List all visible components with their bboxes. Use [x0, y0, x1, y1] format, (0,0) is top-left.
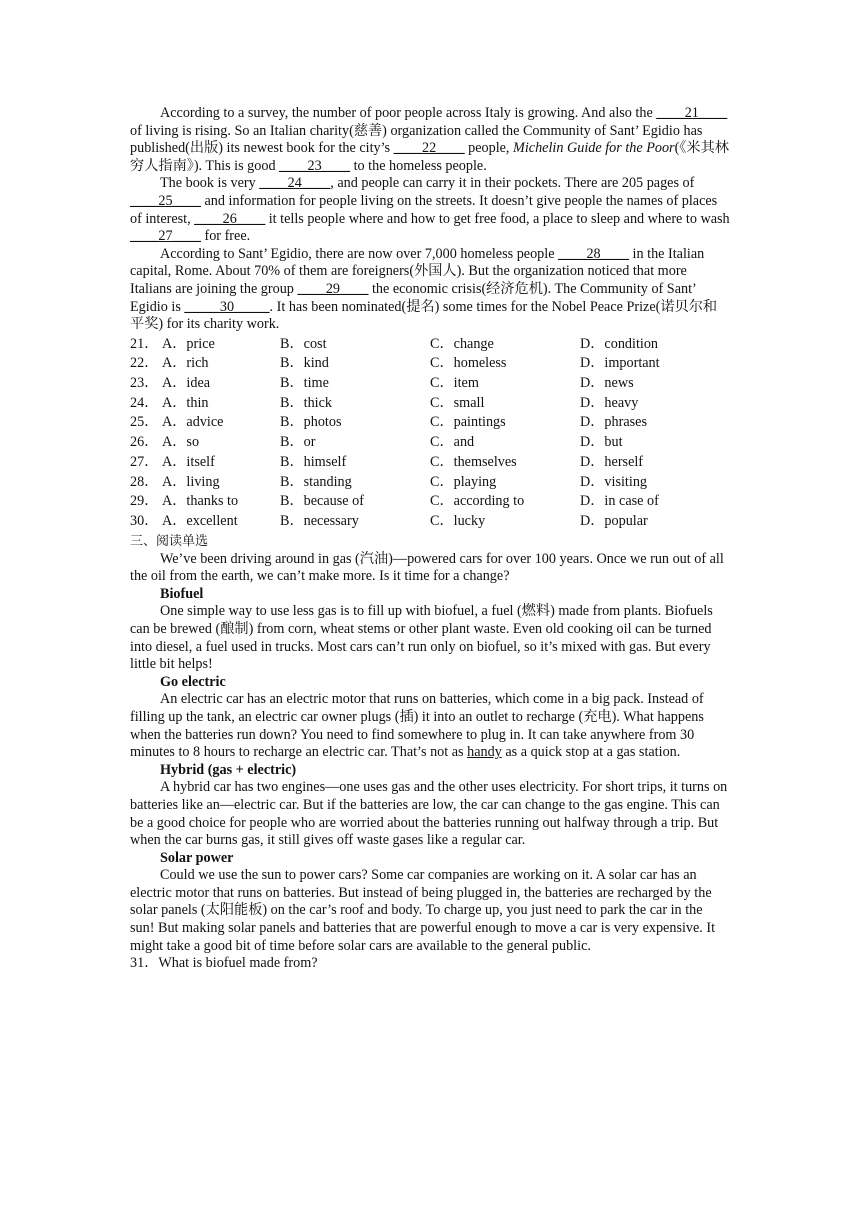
- question-number: 27．: [130, 453, 159, 470]
- paragraph-hybrid: A hybrid car has two engines—one uses gas and the other uses electricity. For short trips, it turns on batteries like an—electric car. But if the batteries are low, the car can change to the gas engine. This can be a good choice for people who are worried about the batteries running out halfway through a trip. But when the car burns gas, it still gives off waste gases like a regular car.: [130, 779, 728, 849]
- question-number: 22．: [130, 355, 159, 372]
- options-table: [130, 335, 730, 532]
- text: in the Italian capital, Rome. About 70% of them are foreigners(外国人). But the organization noticed that more Italians are joining the group: [130, 245, 705, 297]
- question-number: 25．: [130, 414, 159, 431]
- text: and information for people living on the streets. It doesn’t give people the names of places of interest,: [130, 192, 718, 227]
- blank-25: ____25____: [130, 192, 201, 209]
- option-c: C．paintings: [430, 414, 506, 431]
- option-c: C．themselves: [430, 453, 517, 470]
- blank-22: ____22____: [393, 140, 465, 157]
- option-d: D．condition: [580, 335, 659, 352]
- option-d: D．phrases: [580, 414, 647, 431]
- option-a: A．living: [162, 473, 220, 490]
- option-c: C．small: [430, 394, 485, 411]
- option-b: B．because of: [280, 493, 364, 510]
- text: as a quick stop at a gas station.: [501, 744, 681, 761]
- blank-28: ____28____: [558, 245, 629, 262]
- option-c: C．playing: [430, 473, 497, 490]
- option-d: D．herself: [580, 453, 644, 470]
- blank-24: ____24____: [259, 175, 331, 192]
- option-b: B．necessary: [280, 512, 359, 529]
- option-a: A．so: [162, 434, 200, 451]
- text: The book is very: [160, 175, 260, 192]
- text: people,: [464, 140, 514, 157]
- blank-29: ____29____: [297, 280, 369, 297]
- text: According to Sant’ Egidio, there are now over 7,000 homeless people: [160, 245, 559, 262]
- option-b: B．time: [280, 375, 329, 392]
- question-number: 24．: [130, 394, 159, 411]
- option-a: A．thanks to: [162, 493, 239, 510]
- option-a: A．itself: [162, 453, 215, 470]
- question-31: 31．What is biofuel made from?: [130, 955, 318, 972]
- option-c: C．homeless: [430, 355, 507, 372]
- option-a: A．rich: [162, 355, 209, 372]
- question-number: 23．: [130, 375, 159, 392]
- option-d: D．heavy: [580, 394, 639, 411]
- option-a: A．price: [162, 335, 215, 352]
- blank-30: _____30_____: [184, 298, 270, 315]
- option-a: A．thin: [162, 394, 209, 411]
- section-title: 三、阅读单选: [130, 533, 209, 549]
- option-c: C．according to: [430, 493, 525, 510]
- paragraph-solar: Could we use the sun to power cars? Some car companies are working on it. A solar car has an electric motor that runs on batteries. But instead of being plugged in, the batteries are recharged by the solar panels (太阳能板) on the car’s roof and body. To charge up, you just need to park the car in the sun! But making solar panels and batteries that are powerful enough to move a car is very expensive. It might take a good bit of time before solar cars are available to the general public.: [130, 867, 716, 954]
- text: An electric car has an electric motor that runs on batteries, which come in a big pack. Instead of filling up the tank, an electric car owner plugs (插) it into an outlet to recharge (充电). What happens when the batteries run down? You need to find somewhere to plug in. It can take anywhere from 30 minutes to 8 hours to recharge an electric car. That’s not as: [130, 691, 704, 761]
- text: the economic crisis(经济危机). The Community of Sant’ Egidio is: [130, 280, 696, 315]
- cloze-paragraph-2: [130, 175, 730, 245]
- option-d: D．but: [580, 434, 623, 451]
- option-a: A．advice: [162, 414, 224, 431]
- text: , and people can carry it in their pockets. There are 205 pages of: [330, 175, 695, 192]
- option-b: B．kind: [280, 355, 329, 372]
- heading-solar-power: Solar power: [160, 849, 234, 866]
- option-d: D．important: [580, 355, 660, 372]
- book-title: Michelin Guide for the Poor: [513, 140, 675, 157]
- option-b: B．thick: [280, 394, 333, 411]
- paragraph-electric: [130, 691, 730, 761]
- question-number: 29．: [130, 493, 159, 510]
- option-c: C．lucky: [430, 512, 486, 529]
- option-c: C．item: [430, 375, 479, 392]
- option-b: B．or: [280, 434, 316, 451]
- blank-23: ____23____: [279, 157, 351, 174]
- question-number: 28．: [130, 473, 159, 490]
- option-a: A．excellent: [162, 512, 238, 529]
- text: . It has been nominated(提名) some times for the Nobel Peace Prize(诺贝尔和平奖) for its charity work.: [130, 298, 718, 333]
- option-b: B．himself: [280, 453, 347, 470]
- text: for free.: [200, 228, 251, 245]
- blank-27: ____27____: [130, 228, 201, 245]
- option-d: D．visiting: [580, 473, 648, 490]
- text: According to a survey, the number of poor people across Italy is growing. And also the: [160, 105, 657, 121]
- option-d: D．news: [580, 375, 634, 392]
- blank-26: ____26____: [194, 210, 266, 227]
- option-b: B．standing: [280, 473, 352, 490]
- text: of living is rising. So an Italian charity(慈善) organization called the Community of Sant’ Egidio has published(出版) its newest book for the city’s: [130, 122, 703, 157]
- underlined-word: handy: [467, 744, 502, 761]
- cloze-paragraph-3: [130, 246, 730, 334]
- heading-biofuel: Biofuel: [160, 585, 204, 602]
- option-d: D．in case of: [580, 493, 659, 510]
- option-d: D．popular: [580, 512, 648, 529]
- text: (《米其林穷人指南》). This is good: [130, 140, 729, 174]
- option-a: A．idea: [162, 375, 211, 392]
- blank-21: ____21____: [656, 105, 728, 121]
- question-number: 26．: [130, 434, 159, 451]
- option-c: C．change: [430, 335, 494, 352]
- text: to the homeless people.: [350, 157, 487, 174]
- text: it tells people where and how to get free food, a place to sleep and where to wash: [265, 210, 730, 227]
- question-number: 21．: [130, 335, 159, 352]
- paragraph-biofuel: One simple way to use less gas is to fill up with biofuel, a fuel (燃料) made from plants. Biofuels can be brewed (酿制) from corn, wheat stems or other plant waste. Even old cooking oil can be turned into diesel, a fuel used in trucks. Most cars can’t run only on biofuel, so it’s mixed with gas. But every little bit helps!: [130, 603, 713, 673]
- question-number: 30．: [130, 512, 159, 529]
- cloze-paragraph-1: [130, 105, 730, 175]
- option-b: B．cost: [280, 335, 327, 352]
- document-page: [130, 105, 730, 973]
- heading-hybrid: Hybrid (gas + electric): [160, 761, 297, 778]
- option-c: C．and: [430, 434, 475, 451]
- heading-go-electric: Go electric: [160, 673, 226, 690]
- reading-intro: We’ve been driving around in gas (汽油)—powered cars for over 100 years. Once we run out of all the oil from the earth, we can’t make more. Is it time for a change?: [130, 550, 724, 585]
- option-b: B．photos: [280, 414, 342, 431]
